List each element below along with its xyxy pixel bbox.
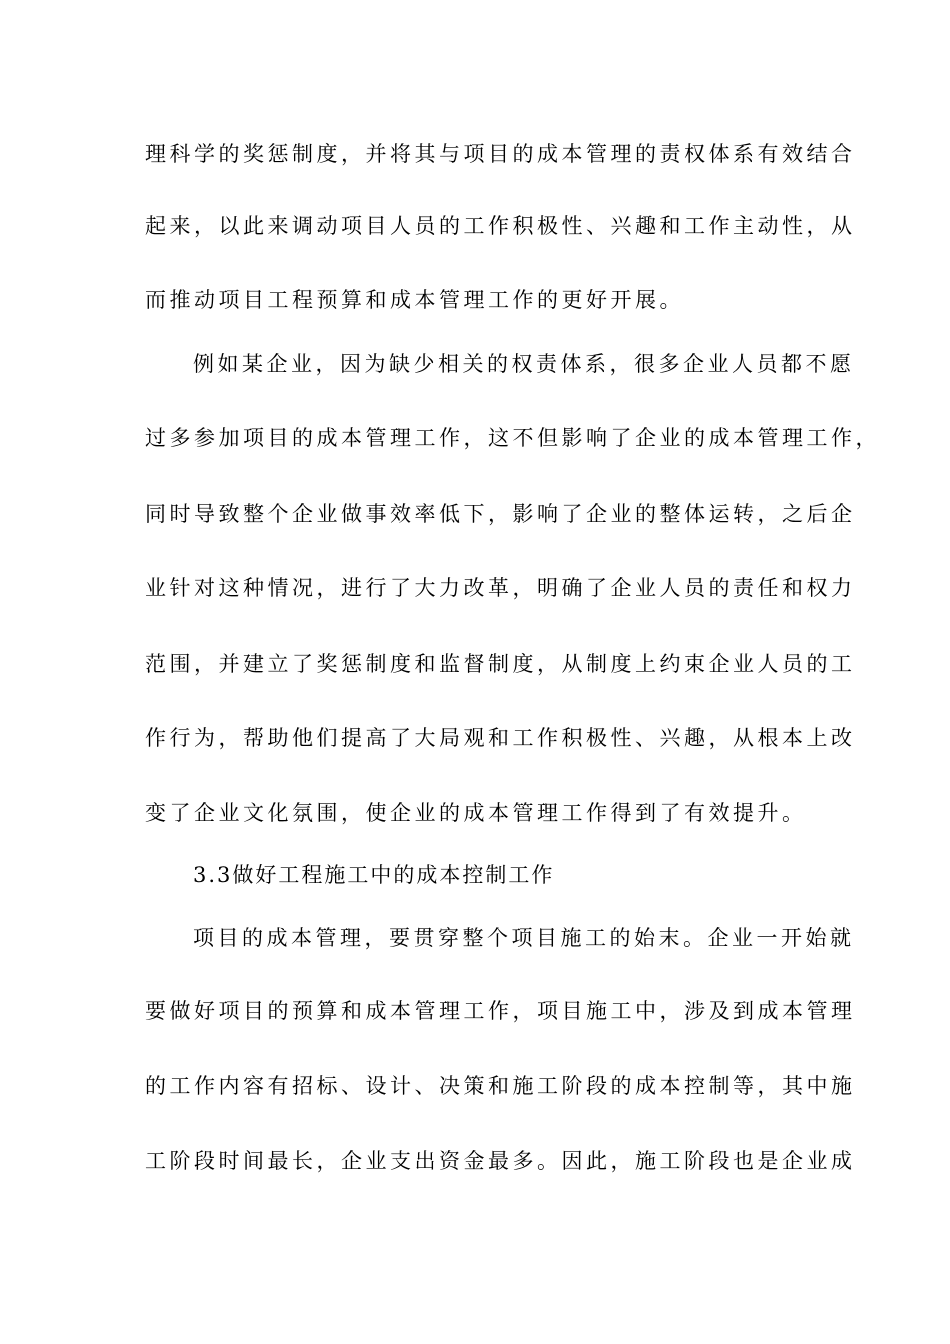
text-line: 作行为，帮助他们提高了大局观和工作积极性、兴趣，从根本上改 — [145, 726, 856, 750]
text-line: 的工作内容有招标、设计、决策和施工阶段的成本控制等，其中施 — [145, 1074, 856, 1098]
text-line: 范围，并建立了奖惩制度和监督制度，从制度上约束企业人员的工 — [145, 652, 856, 676]
text-line: 要做好项目的预算和成本管理工作，项目施工中，涉及到成本管理 — [145, 999, 856, 1023]
text-line: 过多参加项目的成本管理工作，这不但影响了企业的成本管理工作， — [145, 426, 880, 450]
text-line: 业针对这种情况，进行了大力改革，明确了企业人员的责任和权力 — [145, 576, 856, 600]
text-line: 理科学的奖惩制度，并将其与项目的成本管理的责权体系有效结合 — [145, 142, 856, 166]
text-line: 工阶段时间最长，企业支出资金最多。因此，施工阶段也是企业成 — [145, 1149, 856, 1173]
paragraph-first-line: 项目的成本管理，要贯穿整个项目施工的始末。企业一开始就 — [193, 926, 855, 950]
text-line: 而推动项目工程预算和成本管理工作的更好开展。 — [145, 288, 684, 312]
section-heading: 3.3做好工程施工中的成本控制工作 — [193, 863, 555, 887]
text-line: 起来，以此来调动项目人员的工作积极性、兴趣和工作主动性，从 — [145, 214, 856, 238]
paragraph-first-line: 例如某企业，因为缺少相关的权责体系，很多企业人员都不愿 — [193, 352, 855, 376]
text-line: 变了企业文化氛围，使企业的成本管理工作得到了有效提升。 — [145, 801, 807, 825]
text-line: 同时导致整个企业做事效率低下，影响了企业的整体运转，之后企 — [145, 502, 856, 526]
